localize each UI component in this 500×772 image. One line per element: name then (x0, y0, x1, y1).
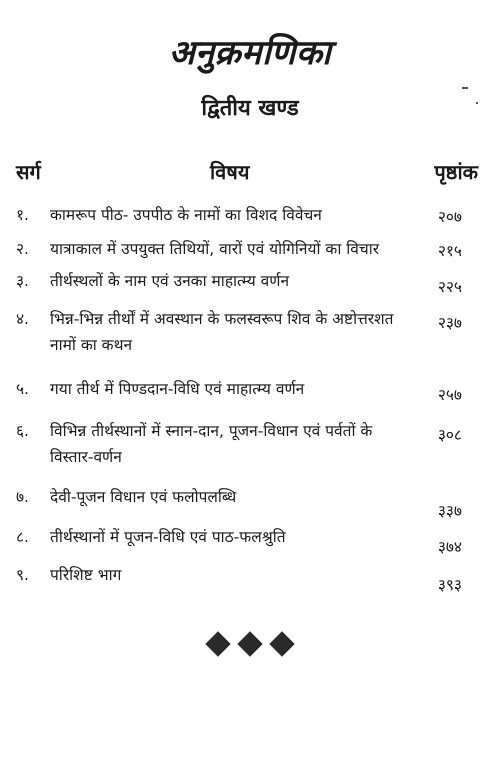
print-speck (462, 87, 468, 89)
row-page: ३७४ (437, 538, 462, 556)
ornament (0, 635, 500, 653)
row-page: ३९३ (437, 576, 462, 594)
row-subject: देवी-पूजन विधान एवं फलोपलब्धि (50, 488, 237, 506)
header-sarg: सर्ग (16, 160, 41, 184)
row-subject: परिशिष्ट भाग (50, 566, 122, 584)
diamond-icon (269, 631, 294, 656)
row-number: ७. (16, 488, 29, 506)
row-subject: भिन्न-भिन्न तीर्थों में अवस्थान के फलस्वरूप शिव के अष्टोत्तरशत नामों का कथन (50, 310, 394, 354)
page-title: अनुक्रमणिका (168, 33, 332, 73)
diamond-icon (205, 631, 230, 656)
row-number: ९. (16, 566, 29, 584)
row-number: ४. (16, 310, 29, 328)
section-subtitle: द्वितीय खण्ड (201, 96, 299, 121)
row-subject: यात्राकाल में उपयुक्त तिथियों, वारों एवं योगिनियों का विचार (50, 240, 380, 258)
row-number: ८. (16, 528, 29, 546)
row-subject: तीर्थस्थानों में पूजन-विधि एवं पाठ-फलश्रुति (50, 528, 286, 546)
row-page: २०७ (437, 208, 462, 226)
row-number: ३. (16, 272, 29, 290)
table-header (0, 158, 500, 188)
print-speck (476, 102, 478, 104)
row-page: २२५ (437, 278, 462, 296)
row-number: १. (16, 206, 29, 224)
header-page: पृष्ठांक (434, 160, 478, 184)
row-number: २. (16, 240, 29, 258)
row-subject: तीर्थस्थलों के नाम एवं उनका माहात्म्य वर्णन (50, 272, 290, 290)
row-page: २५७ (437, 386, 462, 404)
row-page: ३०८ (437, 426, 462, 444)
row-subject: कामरूप पीठ- उपपीठ के नामों का विशद विवेचन (50, 206, 322, 224)
row-page: २१५ (437, 242, 462, 260)
row-subject: गया तीर्थ में पिण्डदान-विधि एवं माहात्म्य वर्णन (50, 380, 305, 398)
diamond-icon (237, 631, 262, 656)
row-subject: विभिन्न तीर्थस्थानों में स्नान-दान, पूजन-विधान एवं पर्वतों के विस्तार-वर्णन (50, 422, 373, 466)
row-page: २३७ (437, 314, 462, 332)
row-number: ५. (16, 380, 29, 398)
row-number: ६. (16, 422, 29, 440)
row-page: ३३७ (437, 502, 462, 520)
header-vishay: विषय (210, 160, 250, 184)
